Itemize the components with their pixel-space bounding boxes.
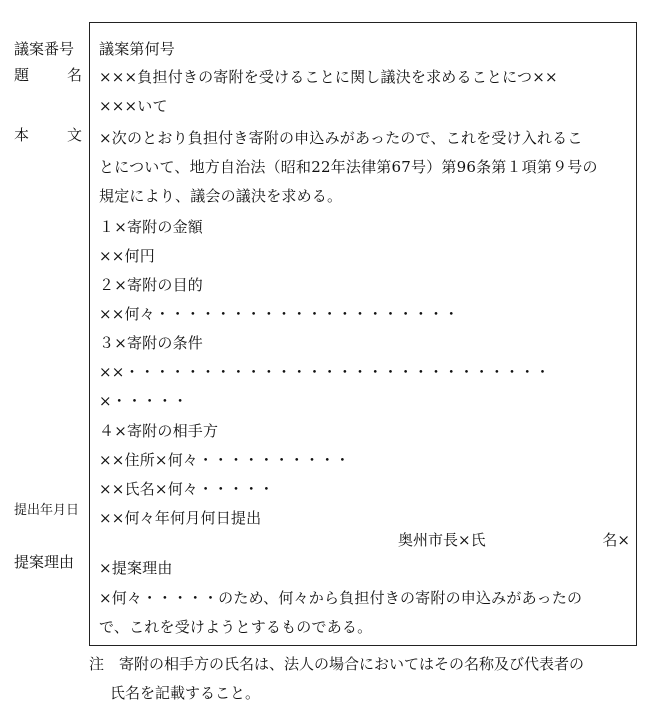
item-2-title: ２×寄附の目的 (99, 276, 203, 294)
reason-title: ×提案理由 (99, 559, 173, 577)
title-line-1: ×××負担付きの寄附を受けることに関し議決を求めることにつ×× (99, 68, 558, 86)
signer-given-name: 名× (602, 531, 630, 549)
item-3-title: ３×寄附の条件 (99, 334, 203, 352)
item-3-value-line-1: ××・・・・・・・・・・・・・・・・・・・・・・・・・・・・ (99, 363, 551, 381)
item-4-name: ××氏名×何々・・・・・ (99, 480, 275, 498)
item-4-address: ××住所×何々・・・・・・・・・・ (99, 451, 351, 469)
note-line-1: 注 寄附の相手方の氏名は、法人の場合においてはその名称及び代表者の (89, 655, 585, 673)
body-line-3: 規定により、議会の議決を求める。 (99, 187, 343, 205)
item-1-title: １×寄附の金額 (99, 218, 203, 236)
label-title-char-2: 名 (66, 66, 82, 84)
item-4-title: ４×寄附の相手方 (99, 422, 219, 440)
signer-title-and-surname: 奥州市長×氏 (398, 531, 486, 549)
label-submission-date: 提出年月日 (14, 503, 80, 518)
label-reason: 提案理由 (14, 553, 75, 571)
label-body-char-1: 本 (14, 126, 30, 144)
label-body-char-2: 文 (66, 126, 82, 144)
signer-line (398, 529, 630, 550)
label-body (14, 124, 82, 145)
title-line-2: ×××いて (99, 97, 168, 115)
label-title (14, 64, 82, 85)
item-3-value-line-2: ×・・・・・ (99, 392, 188, 410)
submission-date-value: ××何々年何月何日提出 (99, 509, 262, 527)
reason-line-2: で、これを受けようとするものである。 (99, 618, 373, 636)
reason-line-1: ×何々・・・・・のため、何々から負担付きの寄附の申込みがあったの (99, 589, 583, 607)
label-title-char-1: 題 (14, 66, 30, 84)
body-line-2: とについて、地方自治法（昭和22年法律第67号）第96条第１項第９号の (99, 158, 598, 176)
bill-number-value: 議案第何号 (99, 40, 176, 58)
item-2-value: ××何々・・・・・・・・・・・・・・・・・・・・ (99, 305, 459, 323)
item-1-value: ××何円 (99, 247, 155, 265)
label-bill-number: 議案番号 (14, 40, 75, 58)
body-line-1: ×次のとおり負担付き寄附の申込みがあったので、これを受け入れるこ (99, 129, 583, 147)
note-line-2: 氏名を記載すること。 (110, 684, 261, 702)
